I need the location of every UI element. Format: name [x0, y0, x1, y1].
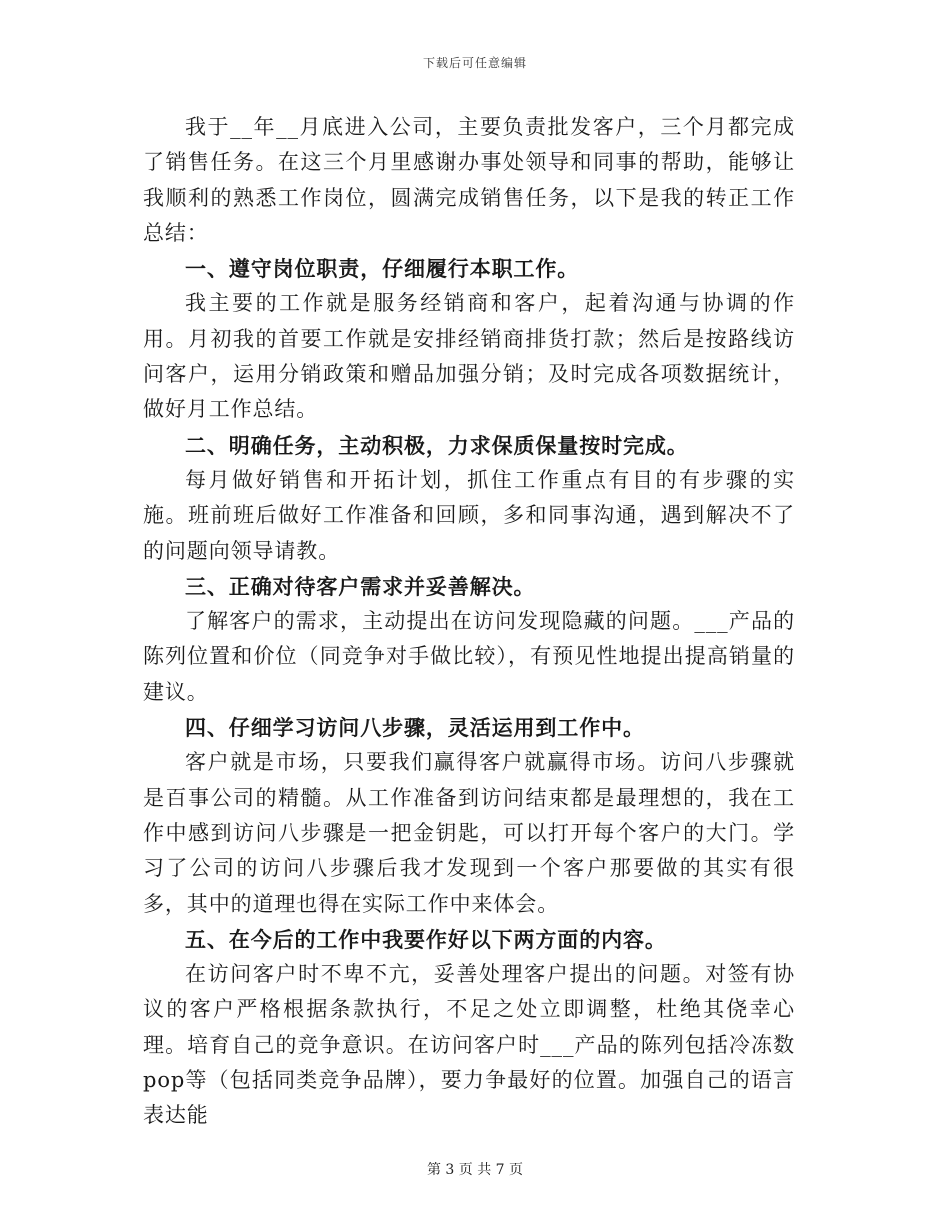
- section-paragraph-3: 了解客户的需求，主动提出在访问发现隐藏的问题。___产品的陈列位置和价位（同竞争对手做比较），有预见性地提出提高销量的建议。: [143, 609, 795, 704]
- document-body: [143, 110, 795, 1134]
- section-heading-3: 三、正确对待客户需求并妥善解决。: [185, 573, 536, 599]
- section-heading-5: 五、在今后的工作中我要作好以下两方面的内容。: [185, 926, 667, 952]
- section-heading-1: 一、遵守岗位职责，仔细履行本职工作。: [185, 256, 580, 282]
- section-paragraph-2: 每月做好销售和开拓计划，抓住工作重点有目的有步骤的实施。班前班后做好工作准备和回顾，多和同事沟通，遇到解决不了的问题向领导请教。: [143, 467, 795, 563]
- section-paragraph-4: 客户就是市场，只要我们赢得客户就赢得市场。访问八步骤就是百事公司的精髓。从工作准备到访问结束都是最理想的，我在工作中感到访问八步骤是一把金钥匙，可以打开每个客户的大门。学习了公司的访问八步骤后我才发现到一个客户那要做的其实有很多，其中的道理也得在实际工作中来体会。: [143, 750, 795, 916]
- page-header: 下载后可任意编辑: [422, 56, 527, 70]
- section-heading-2: 二、明确任务，主动积极，力求保质保量按时完成。: [185, 432, 689, 458]
- section-heading-4: 四、仔细学习访问八步骤，灵活运用到工作中。: [185, 715, 645, 741]
- page-footer: 第 3 页 共 7 页: [426, 1162, 524, 1178]
- intro-paragraph: 我于__年__月底进入公司，主要负责批发客户，三个月都完成了销售任务。在这三个月里感谢办事处领导和同事的帮助，能够让我顺利的熟悉工作岗位，圆满完成销售任务，以下是我的转正工作总结：: [143, 115, 795, 245]
- section-paragraph-5: 在访问客户时不卑不亢，妥善处理客户提出的问题。对签有协议的客户严格根据条款执行，不足之处立即调整，杜绝其侥幸心理。培育自己的竞争意识。在访问客户时___产品的陈列包括冷冻数pop等（包括同类竞争品牌），要力争最好的位置。加强自己的语言表达能: [143, 962, 795, 1128]
- section-paragraph-1: 我主要的工作就是服务经销商和客户，起着沟通与协调的作用。月初我的首要工作就是安排经销商排货打款；然后是按路线访问客户，运用分销政策和赠品加强分销；及时完成各项数据统计，做好月工作总结。: [143, 291, 795, 422]
